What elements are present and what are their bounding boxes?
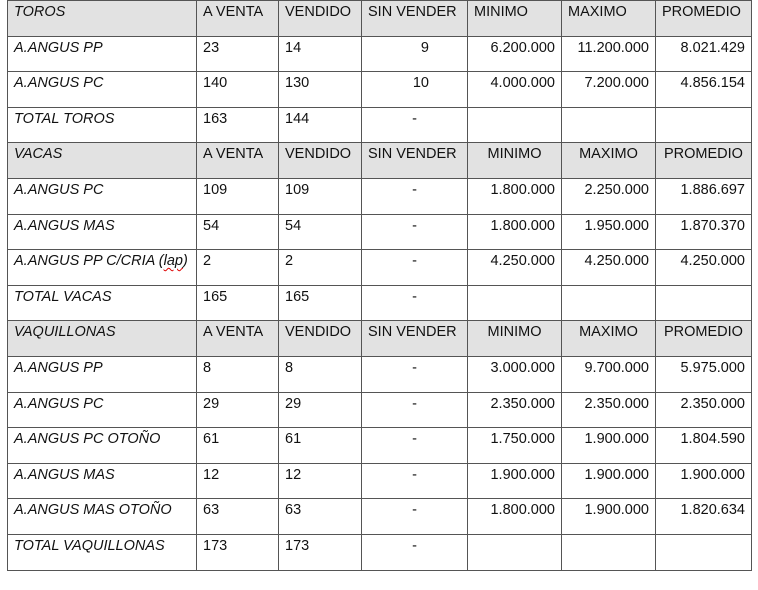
promedio-cell: 1.870.370 bbox=[656, 214, 752, 250]
empty-cell bbox=[562, 534, 656, 570]
empty-cell bbox=[468, 107, 562, 143]
category-cell: A.ANGUS MAS bbox=[8, 463, 197, 499]
column-header-vendido: VENDIDO bbox=[279, 143, 362, 179]
sin-vender-cell: - bbox=[362, 534, 468, 570]
table-row bbox=[8, 356, 752, 392]
category-text: A.ANGUS PP C/CRIA ( bbox=[14, 253, 164, 270]
vendido-cell: 14 bbox=[279, 36, 362, 72]
vendido-cell: 165 bbox=[279, 285, 362, 321]
table-row bbox=[8, 428, 752, 464]
sin-vender-cell: - bbox=[362, 285, 468, 321]
empty-cell bbox=[562, 107, 656, 143]
total-label: TOTAL TOROS bbox=[8, 107, 197, 143]
minimo-cell: 4.250.000 bbox=[468, 250, 562, 286]
column-header-sin-vender: SIN VENDER bbox=[362, 1, 468, 37]
category-cell: A.ANGUS PP bbox=[8, 36, 197, 72]
column-header-minimo: MINIMO bbox=[468, 1, 562, 37]
section-title: TOROS bbox=[8, 1, 197, 37]
category-cell: A.ANGUS MAS bbox=[8, 214, 197, 250]
minimo-cell: 3.000.000 bbox=[468, 356, 562, 392]
sin-vender-cell: 9 bbox=[362, 36, 468, 72]
sin-vender-cell: - bbox=[362, 428, 468, 464]
category-cell: A.ANGUS PC bbox=[8, 392, 197, 428]
vendido-cell: 8 bbox=[279, 356, 362, 392]
sin-vender-cell: - bbox=[362, 178, 468, 214]
column-header-promedio: PROMEDIO bbox=[656, 321, 752, 357]
column-header-a-venta: A VENTA bbox=[197, 321, 279, 357]
a-venta-cell: 2 bbox=[197, 250, 279, 286]
category-cell: A.ANGUS MAS OTOÑO bbox=[8, 499, 197, 535]
column-header-sin-vender: SIN VENDER bbox=[362, 143, 468, 179]
minimo-cell: 6.200.000 bbox=[468, 36, 562, 72]
vendido-cell: 130 bbox=[279, 72, 362, 108]
maximo-cell: 2.250.000 bbox=[562, 178, 656, 214]
empty-cell bbox=[562, 285, 656, 321]
a-venta-cell: 12 bbox=[197, 463, 279, 499]
sin-vender-cell: - bbox=[362, 250, 468, 286]
minimo-cell: 2.350.000 bbox=[468, 392, 562, 428]
promedio-cell: 1.820.634 bbox=[656, 499, 752, 535]
promedio-cell: 4.250.000 bbox=[656, 250, 752, 286]
category-cell: A.ANGUS PC bbox=[8, 72, 197, 108]
promedio-cell: 2.350.000 bbox=[656, 392, 752, 428]
total-label: TOTAL VAQUILLONAS bbox=[8, 534, 197, 570]
minimo-cell: 1.750.000 bbox=[468, 428, 562, 464]
table-row bbox=[8, 250, 752, 286]
total-row bbox=[8, 107, 752, 143]
a-venta-cell: 163 bbox=[197, 107, 279, 143]
a-venta-cell: 54 bbox=[197, 214, 279, 250]
vendido-cell: 2 bbox=[279, 250, 362, 286]
vendido-cell: 61 bbox=[279, 428, 362, 464]
sin-vender-cell: - bbox=[362, 356, 468, 392]
empty-cell bbox=[468, 534, 562, 570]
a-venta-cell: 23 bbox=[197, 36, 279, 72]
a-venta-cell: 140 bbox=[197, 72, 279, 108]
minimo-cell: 4.000.000 bbox=[468, 72, 562, 108]
sin-vender-cell: - bbox=[362, 214, 468, 250]
section-title: VACAS bbox=[8, 143, 197, 179]
sin-vender-cell: - bbox=[362, 107, 468, 143]
table-row bbox=[8, 72, 752, 108]
maximo-cell: 1.900.000 bbox=[562, 463, 656, 499]
a-venta-cell: 173 bbox=[197, 534, 279, 570]
column-header-maximo: MAXIMO bbox=[562, 1, 656, 37]
empty-cell bbox=[656, 285, 752, 321]
sin-vender-cell: 10 bbox=[362, 72, 468, 108]
vendido-cell: 173 bbox=[279, 534, 362, 570]
maximo-cell: 11.200.000 bbox=[562, 36, 656, 72]
sin-vender-cell: - bbox=[362, 499, 468, 535]
section-header-row bbox=[8, 321, 752, 357]
column-header-promedio: PROMEDIO bbox=[656, 143, 752, 179]
a-venta-cell: 8 bbox=[197, 356, 279, 392]
table-row bbox=[8, 178, 752, 214]
a-venta-cell: 29 bbox=[197, 392, 279, 428]
column-header-vendido: VENDIDO bbox=[279, 321, 362, 357]
column-header-a-venta: A VENTA bbox=[197, 143, 279, 179]
maximo-cell: 1.900.000 bbox=[562, 499, 656, 535]
promedio-cell: 1.886.697 bbox=[656, 178, 752, 214]
category-text-tail: ) bbox=[182, 253, 188, 270]
vendido-cell: 29 bbox=[279, 392, 362, 428]
column-header-a-venta: A VENTA bbox=[197, 1, 279, 37]
minimo-cell: 1.800.000 bbox=[468, 499, 562, 535]
maximo-cell: 7.200.000 bbox=[562, 72, 656, 108]
minimo-cell: 1.900.000 bbox=[468, 463, 562, 499]
category-cell: A.ANGUS PP bbox=[8, 356, 197, 392]
promedio-cell: 5.975.000 bbox=[656, 356, 752, 392]
a-venta-cell: 63 bbox=[197, 499, 279, 535]
empty-cell bbox=[468, 285, 562, 321]
empty-cell bbox=[656, 534, 752, 570]
column-header-promedio: PROMEDIO bbox=[656, 1, 752, 37]
table-row bbox=[8, 392, 752, 428]
sin-vender-cell: - bbox=[362, 392, 468, 428]
column-header-vendido: VENDIDO bbox=[279, 1, 362, 37]
promedio-cell: 4.856.154 bbox=[656, 72, 752, 108]
maximo-cell: 1.900.000 bbox=[562, 428, 656, 464]
maximo-cell: 2.350.000 bbox=[562, 392, 656, 428]
a-venta-cell: 165 bbox=[197, 285, 279, 321]
minimo-cell: 1.800.000 bbox=[468, 178, 562, 214]
maximo-cell: 9.700.000 bbox=[562, 356, 656, 392]
column-header-maximo: MAXIMO bbox=[562, 321, 656, 357]
section-header-row bbox=[8, 143, 752, 179]
table-row bbox=[8, 36, 752, 72]
table-row bbox=[8, 463, 752, 499]
vendido-cell: 63 bbox=[279, 499, 362, 535]
maximo-cell: 4.250.000 bbox=[562, 250, 656, 286]
auction-results-table bbox=[7, 0, 752, 571]
category-cell: A.ANGUS PC bbox=[8, 178, 197, 214]
sin-vender-cell: - bbox=[362, 463, 468, 499]
promedio-cell: 1.804.590 bbox=[656, 428, 752, 464]
vendido-cell: 144 bbox=[279, 107, 362, 143]
category-cell: A.ANGUS PC OTOÑO bbox=[8, 428, 197, 464]
promedio-cell: 8.021.429 bbox=[656, 36, 752, 72]
column-header-minimo: MINIMO bbox=[468, 321, 562, 357]
vendido-cell: 12 bbox=[279, 463, 362, 499]
total-row bbox=[8, 534, 752, 570]
minimo-cell: 1.800.000 bbox=[468, 214, 562, 250]
promedio-cell: 1.900.000 bbox=[656, 463, 752, 499]
section-header-row bbox=[8, 1, 752, 37]
column-header-maximo: MAXIMO bbox=[562, 143, 656, 179]
category-cell bbox=[8, 250, 197, 286]
total-row bbox=[8, 285, 752, 321]
vendido-cell: 54 bbox=[279, 214, 362, 250]
vendido-cell: 109 bbox=[279, 178, 362, 214]
column-header-sin-vender: SIN VENDER bbox=[362, 321, 468, 357]
maximo-cell: 1.950.000 bbox=[562, 214, 656, 250]
total-label: TOTAL VACAS bbox=[8, 285, 197, 321]
a-venta-cell: 61 bbox=[197, 428, 279, 464]
spellcheck-flagged-text: lap bbox=[163, 253, 183, 270]
empty-cell bbox=[656, 107, 752, 143]
table-row bbox=[8, 499, 752, 535]
a-venta-cell: 109 bbox=[197, 178, 279, 214]
column-header-minimo: MINIMO bbox=[468, 143, 562, 179]
table-row bbox=[8, 214, 752, 250]
section-title: VAQUILLONAS bbox=[8, 321, 197, 357]
